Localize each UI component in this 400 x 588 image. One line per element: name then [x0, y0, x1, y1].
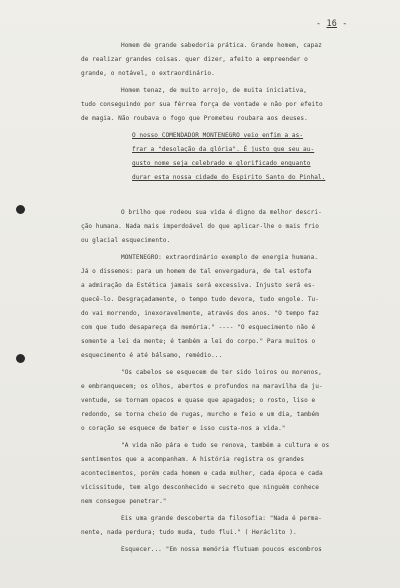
text-line: Eis uma grande descoberta da filosofia: "Nada é perma- — [121, 515, 322, 522]
text-line: o coração se esquece de bater e isso custa-nos a vida." — [81, 425, 286, 432]
text-line: MONTENEGRO: extraordinário exemplo de energia humana. — [121, 254, 319, 261]
page-number: - 16 - — [316, 18, 348, 28]
underlined-quote-line: durar esta nossa cidade do Espirito Santo do Pinhal. — [132, 174, 326, 181]
text-line: "Os cabelos se esquecem de ter sido loiros ou morenos, — [121, 369, 322, 376]
text-line: sentimentos que a acompanham. A história registra os grandes — [81, 456, 305, 463]
text-line: Esquecer... "Em nossa memória flutuam poucos escombros — [121, 546, 322, 553]
text-line: O brilho que rodeou sua vida é digno da melhor descri- — [121, 209, 322, 216]
text-line: tudo conseguindo por sua férrea força de vontade e não por efeito — [81, 101, 323, 108]
underlined-quote-line: frar a "desolação da glória". É justo que seu au- — [132, 146, 315, 153]
text-line: acontecimentos, porém cada homem e cada mulher, cada época e cada — [81, 470, 323, 477]
text-line: redondo, se torna cheio de rugas, murcho e feio e um dia, também — [81, 411, 319, 418]
text-line: ção humana. Nada mais imperdoável do que aplicar-lhe o mais frio — [81, 223, 319, 230]
text-line: de magia. Não roubava o fogo que Prometeu roubara aos deuses. — [81, 115, 308, 122]
underlined-quote-line: gusto nome seja celebrado e glorificado enquanto — [132, 160, 311, 167]
text-line: nente, nada perdura; tudo muda, tudo flui." ( Heráclito ). — [81, 529, 297, 536]
text-line: com que tudo desapareça da memória." ---- "O esquecimento não é — [81, 324, 316, 331]
text-line: somente a lei da mente; é também a lei do corpo." Para muitos o — [81, 338, 316, 345]
text-line: grande, o notável, o extraordinário. — [81, 70, 215, 77]
underlined-quote-line: O nosso COMENDADOR MONTENEGRO veio enfim a as- — [132, 132, 304, 139]
text-line: nem consegue penetrar." — [81, 498, 167, 505]
text-line: vicissitude, tem algo desconhecido e secreto que ninguém conhece — [81, 484, 319, 491]
text-line: do vai morrendo, inexoravelmente, através dos anos. "O tempo faz — [81, 310, 319, 317]
text-line: a admiração da Estética jamais será excessiva. Injusto será es- — [81, 282, 316, 289]
page-number-value: 16 — [326, 18, 337, 28]
text-line: quecê-lo. Desgraçadamente, o tempo tudo devora, tudo engole. Tu- — [81, 296, 319, 303]
punch-hole-top — [16, 205, 25, 214]
text-line: Já o dissemos: para um homem de tal envergadura, de tal estofa — [81, 268, 312, 275]
text-line: de realizar grandes coisas. quer dizer, afeito a empreender o — [81, 56, 308, 63]
text-line: "A vida não pára e tudo se renova, também a cultura e os — [121, 442, 330, 449]
text-line: e embranquecem; os olhos, abertos e profundos na maravilha da ju- — [81, 383, 323, 390]
text-line: esquecimento é até bálsamo, remédio... — [81, 352, 223, 359]
text-line: Homem tenaz, de muito arrojo, de muita iniciativa, — [121, 87, 307, 94]
punch-hole-bottom — [16, 354, 25, 363]
text-line: ou glacial esquecimento. — [81, 237, 171, 244]
text-line: ventude, se tornam opacos e quase que apagados; o rosto, liso e — [81, 397, 316, 404]
text-line: Homem de grande sabedoria prática. Grande homem, capaz — [121, 42, 322, 49]
